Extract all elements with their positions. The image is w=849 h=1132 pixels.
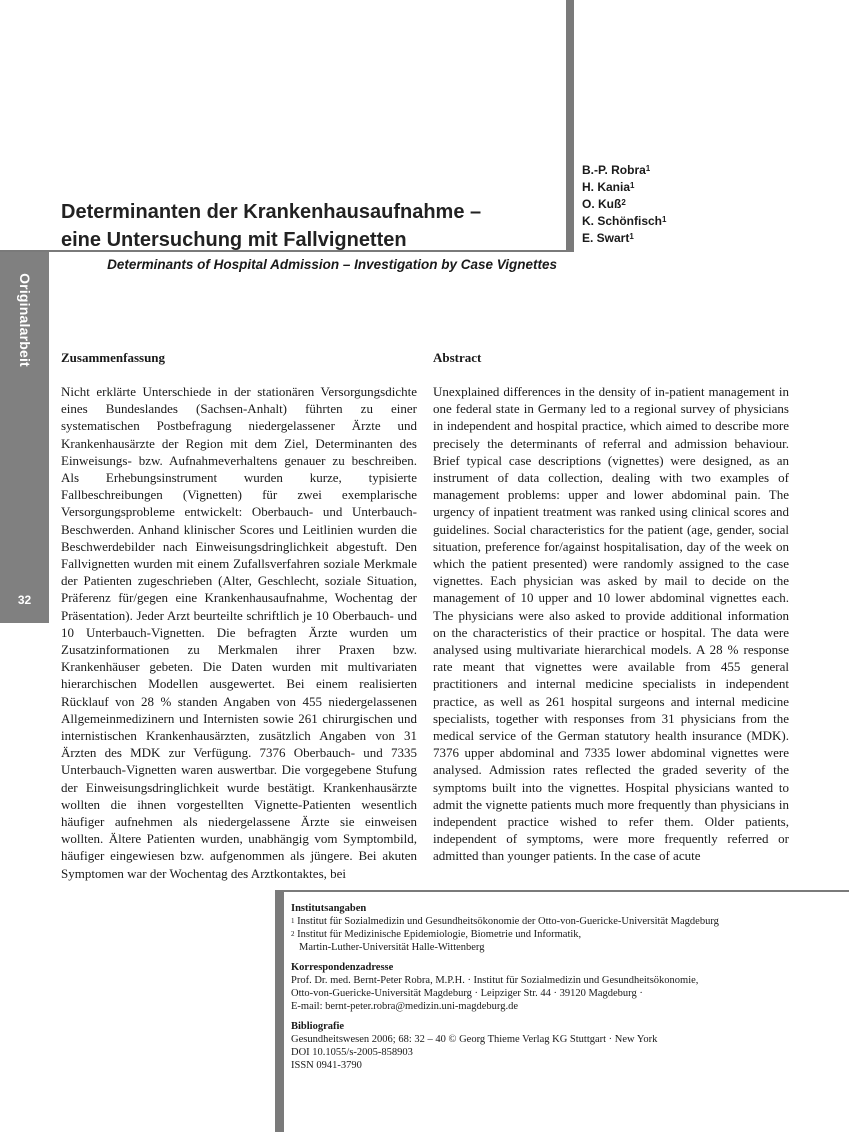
zusammenfassung-heading: Zusammenfassung — [61, 350, 166, 365]
abstract-text: Unexplained differences in the density of in-patient management in one federal state in Germany led to a regional survey of physicians in independent and hospital practice, which aimed to describe more precisely the determinants of referral and admission behaviour. Brief typical case descriptions (vignettes) were designed, as an instrument of data collection, dealing with two examples of management problems: upper and lower abdominal pain. The urgency of inpatient treatment was ranked using clinical scores and guidelines. Social characteristics for the patient (age, gender, social situation, preference for/against hospitalisation, day of the week on which the patient presented) were randomly assigned to the case vignettes. Each physician was asked by mail to decide on the management of 10 upper and 10 lower abdominal vignettes each. The physicians were also asked to provide additional information on the characteristics of their practice or hospital. The data were analysed using multivariate hierarchical models. A 28 % response rate meant that vignettes were available from 455 general practitioners and internal medicine specialists in independent practice, as well as 261 hospital surgeons and internal medicine specialists, together with responses from 31 physicians from the medical service of the German statutory health insurance (MDK). 7376 upper abdominal and 7335 lower abdominal vignettes were analysed. Admission rates reflected the graded severity of the symptoms built into the vignettes. Hospital physicians wanted to admit the vignette patients much more frequently than physicians in independent practice wished to refer them. Older patients, independent of symptoms, were more frequently referred or admitted than younger patients. In the case of acute — [433, 384, 789, 864]
correspondence-email[interactable]: E-mail: bernt-peter.robra@medizin.uni-magdeburg.de — [291, 1001, 518, 1012]
footer-top-rule — [275, 890, 849, 892]
article-info-box — [291, 902, 841, 1079]
title-line-2: eine Untersuchung mit Fallvignetten — [61, 229, 407, 251]
section-label — [0, 265, 49, 375]
title-line-1: Determinanten der Krankenhausaufnahme – — [61, 201, 482, 223]
section-label-text: Originalarbeit — [16, 273, 33, 367]
page-number: 32 — [17, 593, 32, 607]
abstract-heading: Abstract — [433, 350, 482, 365]
author-item: O. Kuß$^2$ — [582, 197, 626, 211]
institution-1: $^1$ Institut für Sozialmedizin und Gesundheitsökonomie der Otto-von-Guericke-Universität Magdeburg — [291, 916, 719, 927]
correspondence-line: Prof. Dr. med. Bernt-Peter Robra, M.P.H. · Institut für Sozialmedizin und Gesundheitsökonomie, — [291, 975, 699, 986]
header-vertical-rule — [566, 0, 574, 252]
institution-2-cont: Martin-Luther-Universität Halle-Wittenberg — [299, 942, 485, 953]
article-title — [61, 198, 561, 254]
institution-heading: Institutsangaben — [291, 903, 367, 914]
doi-line: DOI 10.1055/s-2005-858903 — [291, 1047, 413, 1058]
english-subtitle: Determinants of Hospital Admission – Investigation by Case Vignettes — [107, 257, 557, 272]
author-item: B.-P. Robra$^1$ — [582, 163, 651, 177]
author-item: K. Schönfisch$^1$ — [582, 214, 667, 228]
author-item: H. Kania$^1$ — [582, 180, 635, 194]
author-list — [582, 162, 666, 247]
author-item: E. Swart$^1$ — [582, 231, 634, 245]
bibliography-heading: Bibliografie — [291, 1021, 345, 1032]
footer-vertical-rule — [275, 890, 284, 1132]
bibliography-block — [291, 1020, 841, 1072]
institution-2: $^2$ Institut für Medizinische Epidemiologie, Biometrie und Informatik, — [291, 929, 582, 940]
correspondence-heading: Korrespondenzadresse — [291, 962, 394, 973]
correspondence-block — [291, 961, 841, 1013]
zusammenfassung-text: Nicht erklärte Unterschiede in der stationären Versorgungsdichte eines Bundeslandes (Sachsen-Anhalt) führten zu einer systematischen Postbefragung niedergelassener Ärzte und Krankenhausärzte der Region mit dem Ziel, Determinanten des Einweisungs- bzw. Aufnahmeverhaltens genauer zu beschreiben. Als Erhebungsinstrument wurden kurze, typisierte Fallbeschreibungen (Vignetten) für zwei exemplarische Versorgungsprobleme entwickelt: Oberbauch- und Unterbauch-Beschwerden. Anhand klinischer Scores und Leitlinien wurden die Beschwerdebilder nach Einweisungsdringlichkeit abgestuft. Den Fallvignetten wurden mit einem Zufallsverfahren soziale Merkmale der Patienten zugeschrieben (Alter, Geschlecht, soziale Situation, Präferenz für/gegen eine Krankenhausaufnahme, Wochentag der Präsentation). Jeder Arzt beurteilte schriftlich je 10 Oberbauch- und 10 Unterbauch-Vignetten. Die befragten Ärzte wurden um Zusatzinformationen zu Merkmalen ihrer Praxen bzw. Krankenhäuser gebeten. Die Daten wurden mit multivariaten hierarchischen Modellen ausgewertet. Bei einem realisierten Rücklauf von 28 % standen Angaben von 455 niedergelassenen Allgemeinmedizinern und Internisten sowie 261 chirurgischen und internistischen Krankenhausärzten, zusätzlich Angaben von 31 Ärzten des MDK zur Verfügung. 7376 Oberbauch- und 7335 Unterbauch-Vignetten waren auswertbar. Die vorgegebene Stufung der Einweisungsdringlichkeit wurde bestätigt. Krankenhausärzte wollten die ihnen vorgestellten Vignette-Patienten wesentlich häufiger aufnehmen als niedergelassene Ärzte sie einweisen wollten. Ältere Patienten wurden, unabhängig vom Symptombild, häufiger eingewiesen bzw. aufgenommen als jüngere. Bei akuten Symptomen war der Wochentag des Arztkontaktes, bei — [61, 384, 417, 881]
correspondence-line: Otto-von-Guericke-Universität Magdeburg · Leipziger Str. 44 · 39120 Magdeburg · — [291, 988, 643, 999]
issn-line: ISSN 0941-3790 — [291, 1060, 362, 1071]
institution-block — [291, 902, 841, 954]
bibliography-line: Gesundheitswesen 2006; 68: 32 – 40 © Georg Thieme Verlag KG Stuttgart · New York — [291, 1034, 658, 1045]
